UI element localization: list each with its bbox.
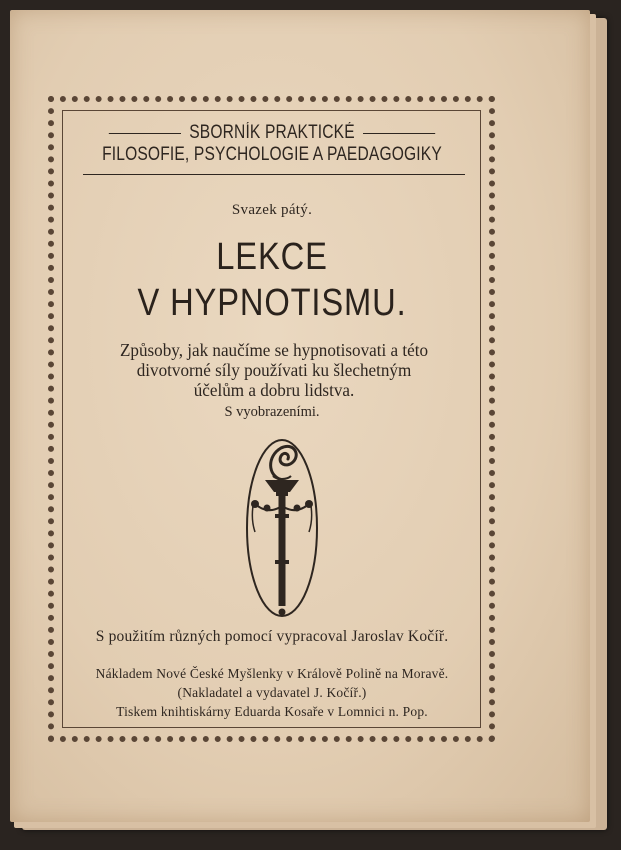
illustrations-note: S vyobrazeními. [224, 404, 320, 420]
volume-label: Svazek pátý. [231, 202, 313, 218]
subtitle-line-1: Způsoby, jak naučíme se hypnotisovati a této [119, 340, 429, 360]
author-credit: S použitím různých pomocí vypracoval Jaroslav Kočíř. [95, 628, 449, 645]
series-line-2: FILOSOFIE, PSYCHOLOGIE A PAEDAGOGIKY [102, 144, 442, 165]
title-line-2: V HYPNOTISMU. [137, 282, 407, 324]
series-heading [101, 122, 444, 166]
cover-content [63, 108, 481, 728]
publisher-line-2: (Nakladatel a vydavatel J. Kočíř.) [177, 685, 367, 700]
torch-emblem-icon [243, 436, 321, 620]
series-rule-bottom [83, 174, 465, 175]
publisher-line-1: Nákladem Nové České Myšlenky v Králově Polině na Moravě. [95, 666, 449, 681]
subtitle-line-3: účelům a dobru lidstva. [193, 380, 355, 400]
title-line-1: LEKCE [216, 236, 328, 278]
subtitle-line-2: divotvorné síly používati ku šlechetným [136, 360, 412, 380]
book-subtitle [81, 340, 467, 400]
publisher-info [63, 664, 481, 721]
series-line-1: SBORNÍK PRAKTICKÉ [189, 122, 355, 143]
printer-line: Tiskem knihtiskárny Eduarda Kosaře v Lomnici n. Pop. [116, 704, 428, 719]
book-title [92, 234, 451, 326]
series-rule-left [109, 133, 181, 134]
series-rule-right [363, 133, 435, 134]
